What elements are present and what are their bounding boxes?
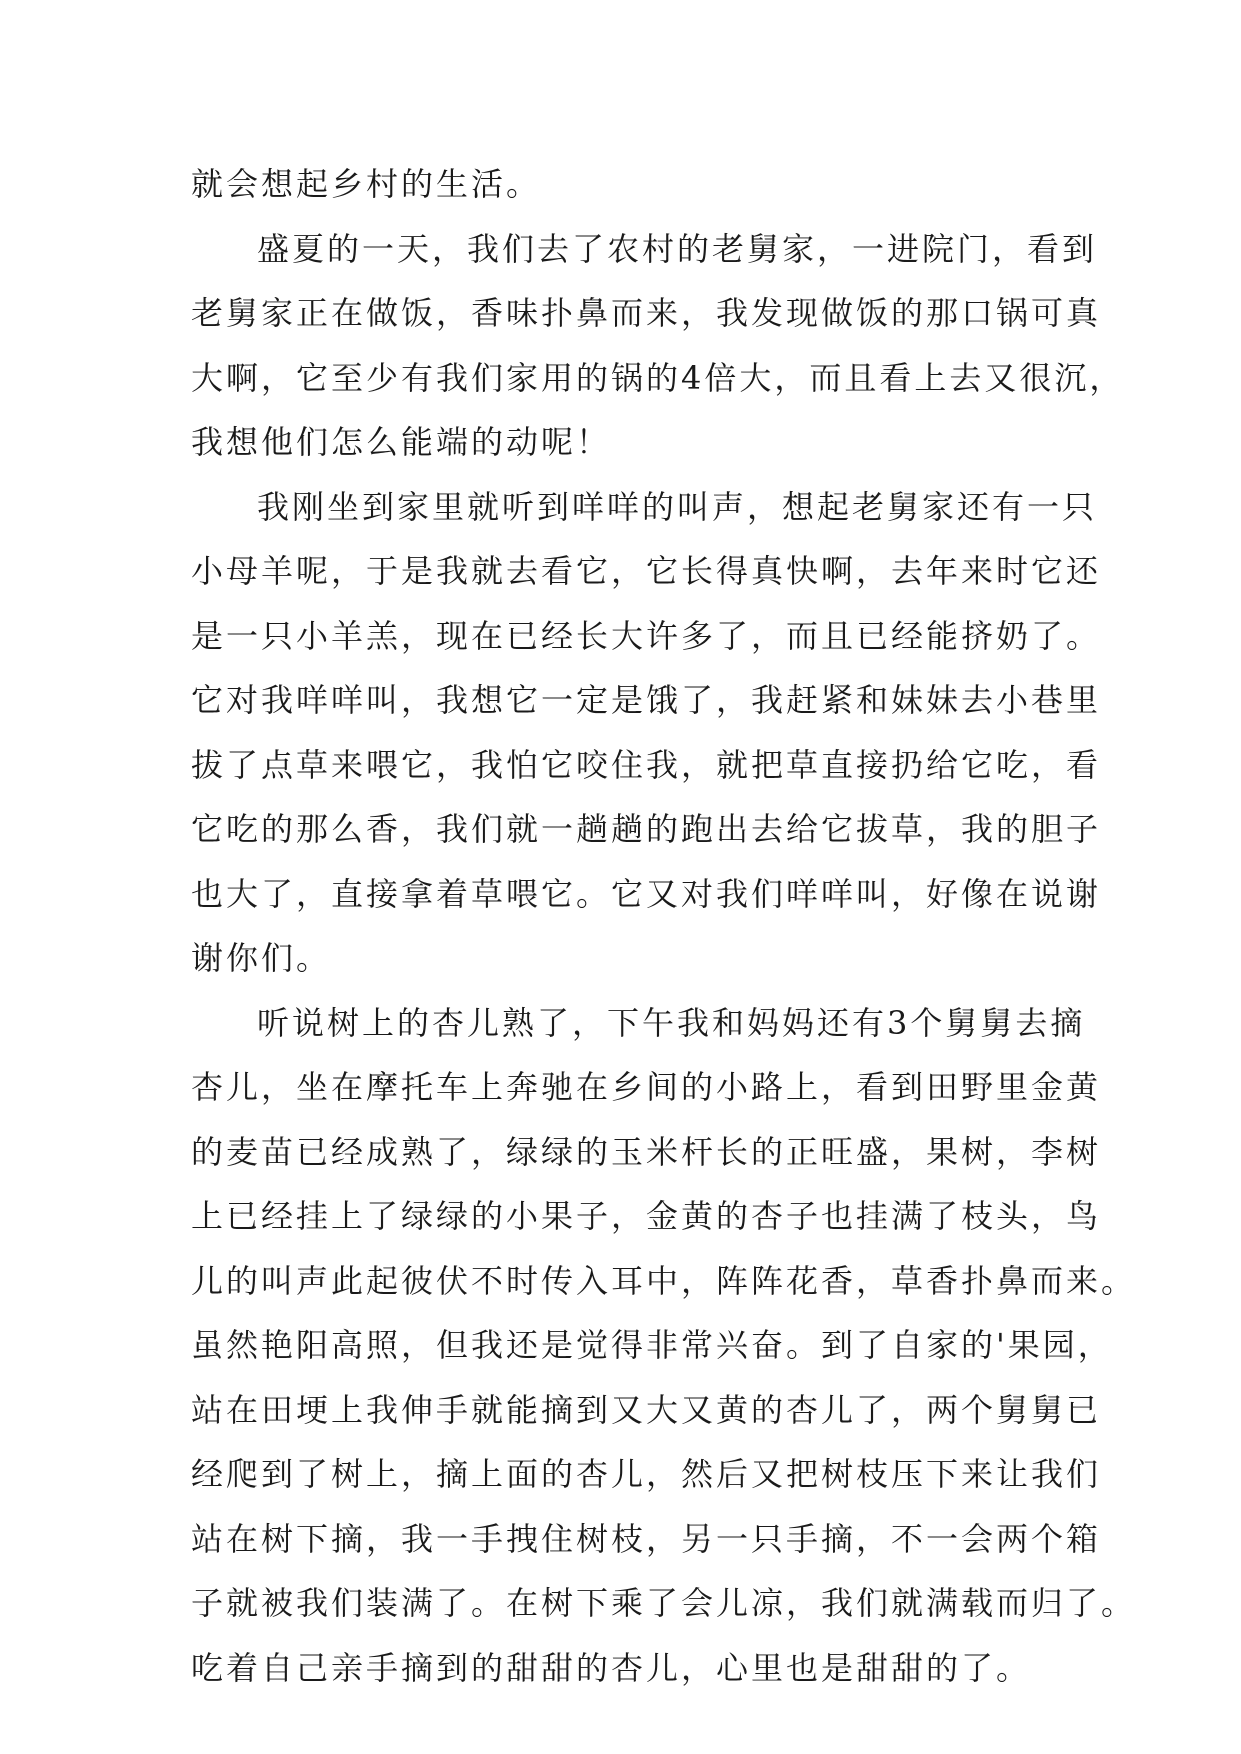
text-line: 听说树上的杏儿熟了，下午我和妈妈还有3个舅舅去摘 (257, 1003, 1086, 1042)
text-line: 也大了，直接拿着草喂它。它又对我们咩咩叫，好像在说谢 (191, 874, 1102, 913)
text-line: 的麦苗已经成熟了，绿绿的玉米杆长的正旺盛，果树，李树 (191, 1132, 1102, 1171)
text-line: 它吃的那么香，我们就一趟趟的跑出去给它拔草，我的胆子 (191, 810, 1102, 848)
text-line: 经爬到了树上，摘上面的杏儿，然后又把树枝压下来让我们 (191, 1455, 1102, 1493)
text-line: 小母羊呢，于是我就去看它，它长得真快啊，去年来时它还 (191, 552, 1102, 590)
text-line: 站在田埂上我伸手就能摘到又大又黄的杏儿了，两个舅舅已 (191, 1390, 1102, 1429)
text-line: 站在树下摘，我一手拽住树枝，另一只手摘，不一会两个箱 (191, 1519, 1102, 1558)
text-line: 吃着自己亲手摘到的甜甜的杏儿，心里也是甜甜的了。 (191, 1648, 1032, 1687)
text-line: 杏儿，坐在摩托车上奔驰在乡间的小路上，看到田野里金黄 (191, 1068, 1102, 1106)
text-line: 虽然艳阳高照，但我还是觉得非常兴奋。到了自家的'果园， (191, 1326, 1113, 1364)
text-line: 我刚坐到家里就听到咩咩的叫声，想起老舅家还有一只 (257, 487, 1098, 526)
text-line: 就会想起乡村的生活。 (191, 165, 542, 203)
text-line: 它对我咩咩叫，我想它一定是饿了，我赶紧和妹妹去小巷里 (191, 681, 1102, 719)
text-line: 盛夏的一天，我们去了农村的老舅家，一进院门，看到 (257, 229, 1098, 268)
text-line: 大啊，它至少有我们家用的锅的4倍大，而且看上去又很沉， (191, 358, 1125, 397)
text-line: 拔了点草来喂它，我怕它咬住我，就把草直接扔给它吃，看 (191, 745, 1102, 784)
text-line: 是一只小羊羔，现在已经长大许多了，而且已经能挤奶了。 (191, 616, 1102, 655)
text-line: 上已经挂上了绿绿的小果子，金黄的杏子也挂满了枝头，鸟 (191, 1197, 1102, 1235)
text-line: 儿的叫声此起彼伏不时传入耳中，阵阵花香，草香扑鼻而来。 (191, 1261, 1137, 1300)
text-line: 我想他们怎么能端的动呢！ (191, 423, 612, 461)
essay-body (191, 152, 1137, 1700)
text-line: 谢你们。 (191, 939, 332, 977)
text-line: 老舅家正在做饭，香味扑鼻而来，我发现做饭的那口锅可真 (191, 294, 1102, 332)
text-line: 子就被我们装满了。在树下乘了会儿凉，我们就满载而归了。 (191, 1584, 1137, 1622)
